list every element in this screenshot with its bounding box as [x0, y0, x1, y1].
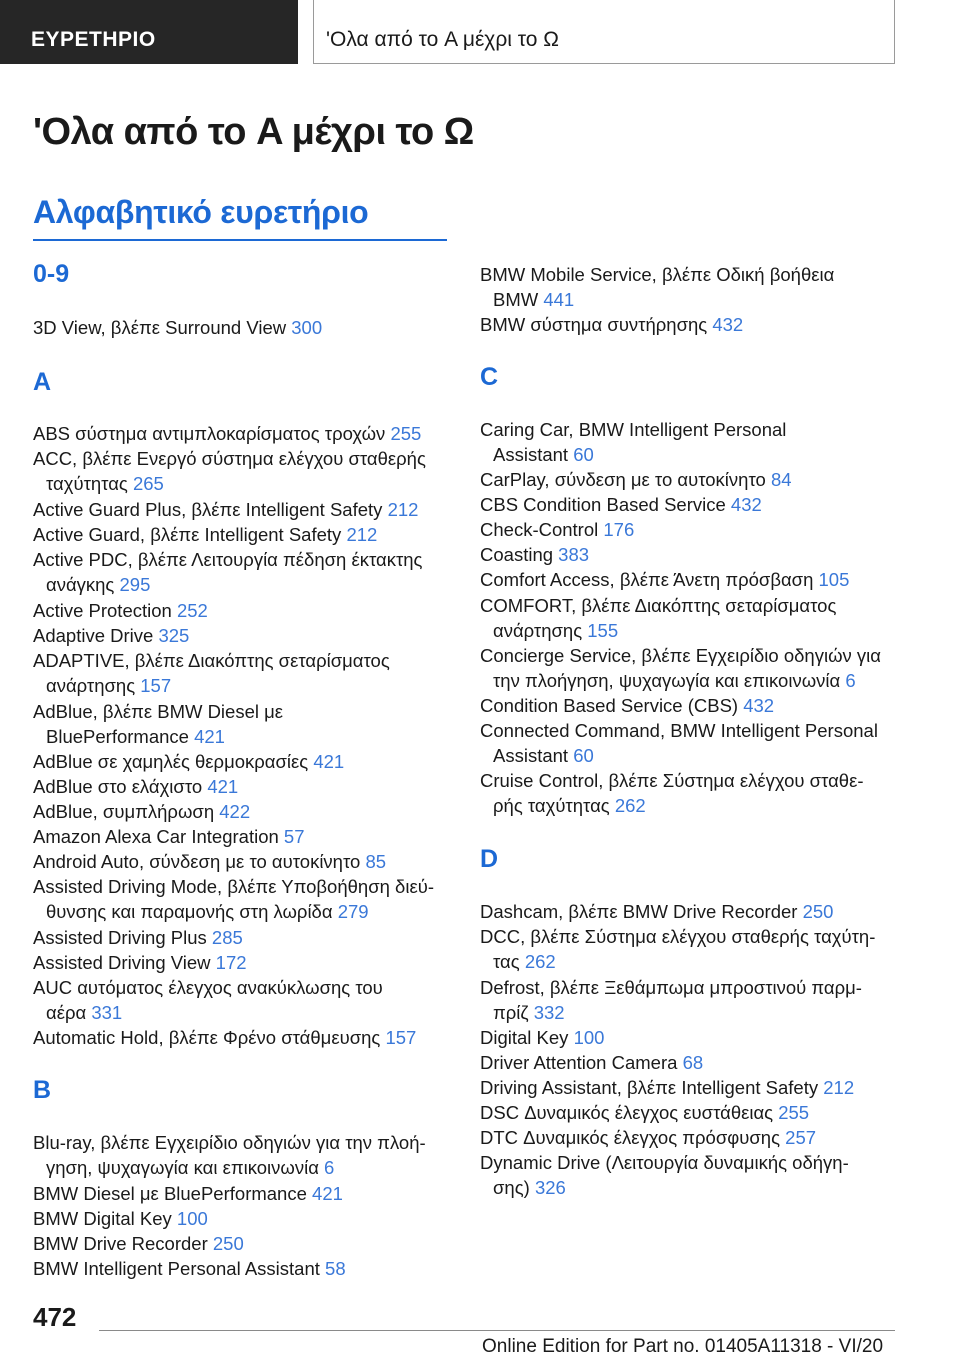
page-ref-link: 285	[211, 927, 243, 948]
index-entry[interactable]: Condition Based Service (CBS) 432	[480, 695, 775, 716]
index-entry[interactable]: CBS Condition Based Service 432	[480, 494, 762, 515]
index-entry[interactable]: BMW Digital Key 100	[33, 1208, 208, 1229]
current-section-tab[interactable]: 'Ολα από το A μέχρι το Ω	[313, 0, 895, 64]
index-entry[interactable]: Digital Key 100	[480, 1027, 605, 1048]
page-ref-link: 100	[573, 1027, 605, 1048]
page-ref-link: 432	[712, 314, 744, 335]
footer-divider	[99, 1330, 895, 1331]
page-ref-link: 6	[324, 1157, 335, 1179]
index-entry[interactable]: DTC Δυναμικός έλεγχος πρόσφυσης 257	[480, 1127, 817, 1148]
page-ref-link: 84	[770, 469, 792, 490]
index-entry[interactable]: DCC, βλέπε Σύστημα ελέγχου σταθερής ταχύτη- τας 262	[480, 926, 876, 973]
index-entry[interactable]: Cruise Control, βλέπε Σύστημα ελέγχου σταθε- ρής ταχύτητας 262	[480, 770, 864, 817]
index-entry[interactable]: ADAPTIVE, βλέπε Διακόπτης σεταρίσματος ανάρτησης 157	[33, 650, 390, 697]
page-ref-link: 265	[132, 473, 164, 495]
index-entry[interactable]: Comfort Access, βλέπε Άνετη πρόσβαση 105	[480, 569, 850, 590]
index-entry[interactable]: Driver Attention Camera 68	[480, 1052, 704, 1073]
page-ref-link: 157	[140, 675, 172, 697]
page-ref-link: 300	[291, 317, 323, 338]
page-ref-link: 250	[212, 1233, 244, 1254]
page-ref-link: 295	[119, 574, 151, 596]
page-ref-link: 432	[743, 695, 775, 716]
index-letter-a: A	[33, 368, 52, 396]
index-letter-b: B	[33, 1076, 52, 1104]
page-ref-link: 57	[283, 826, 305, 847]
index-entry[interactable]: ACC, βλέπε Ενεργό σύστημα ελέγχου σταθερής ταχύτητας 265	[33, 448, 426, 495]
index-entry[interactable]: AdBlue, βλέπε BMW Diesel με BluePerformance 421	[33, 701, 284, 748]
page-ref-link: 68	[682, 1052, 704, 1073]
page-ref-link: 105	[818, 569, 850, 590]
page-ref-link: 60	[573, 444, 594, 466]
index-entry[interactable]: Adaptive Drive 325	[33, 625, 190, 646]
index-entry[interactable]: BMW Drive Recorder 250	[33, 1233, 244, 1254]
index-entry[interactable]: BMW Diesel με BluePerformance 421	[33, 1183, 343, 1204]
index-entry[interactable]: Active Guard, βλέπε Intelligent Safety 212	[33, 524, 378, 545]
index-entry[interactable]: Amazon Alexa Car Integration 57	[33, 826, 305, 847]
page-ref-link: 432	[730, 494, 762, 515]
index-entry[interactable]: AdBlue στο ελάχιστο 421	[33, 776, 239, 797]
page-ref-link: 252	[176, 600, 208, 621]
index-entry[interactable]: COMFORT, βλέπε Διακόπτης σεταρίσματος ανάρτησης 155	[480, 595, 837, 642]
index-entry[interactable]: Caring Car, BMW Intelligent Personal Assistant 60	[480, 419, 787, 466]
index-entry[interactable]: Check-Control 176	[480, 519, 635, 540]
page-ref-link: 250	[802, 901, 834, 922]
page-ref-link: 255	[778, 1102, 810, 1123]
page-ref-link: 212	[387, 499, 419, 520]
page-ref-link: 85	[365, 851, 387, 872]
page-ref-link: 262	[524, 951, 556, 973]
page-ref-link: 60	[573, 745, 594, 767]
page-ref-link: 58	[325, 1258, 346, 1279]
page-ref-link: 157	[385, 1027, 417, 1048]
page-ref-link: 172	[215, 952, 247, 973]
index-entry[interactable]: Blu-ray, βλέπε Εγχειρίδιο οδηγιών για την πλοή- γηση, ψυχαγωγία και επικοινωνία 6	[33, 1132, 426, 1179]
index-entry[interactable]: Active PDC, βλέπε Λειτουργία πέδηση έκτακτης ανάγκης 295	[33, 549, 423, 596]
index-entry[interactable]: Active Guard Plus, βλέπε Intelligent Safety 212	[33, 499, 419, 520]
index-entry[interactable]: Active Protection 252	[33, 600, 208, 621]
page-ref-link: 421	[194, 726, 225, 748]
page-ref-link: 212	[823, 1077, 855, 1098]
index-letter-0-9: 0-9	[33, 260, 70, 288]
page-ref-link: 6	[845, 670, 856, 692]
index-entry[interactable]: Dynamic Drive (Λειτουργία δυναμικής οδήγη- σης) 326	[480, 1152, 849, 1199]
edition-text: Online Edition for Part no. 01405A11318 - VI/20	[482, 1336, 884, 1357]
index-letter-d: D	[480, 845, 499, 873]
index-entry[interactable]: Assisted Driving Plus 285	[33, 927, 243, 948]
page-ref-link: 441	[543, 289, 575, 311]
index-entry[interactable]: BMW σύστημα συντήρησης 432	[480, 314, 744, 335]
index-entry[interactable]: AdBlue σε χαμηλές θερμοκρασίες 421	[33, 751, 345, 772]
page-ref-link: 262	[614, 795, 646, 817]
index-entry[interactable]: BMW Intelligent Personal Assistant 58	[33, 1258, 346, 1279]
index-entry[interactable]: BMW Mobile Service, βλέπε Οδική βοήθεια BMW 441	[480, 264, 835, 311]
page-number: 472	[33, 1302, 77, 1332]
index-entry[interactable]: Coasting 383	[480, 544, 590, 565]
page-ref-link: 326	[534, 1177, 566, 1199]
index-entry[interactable]: DSC Δυναμικός έλεγχος ευστάθειας 255	[480, 1102, 810, 1123]
page-header	[0, 0, 960, 64]
page-ref-link: 176	[603, 519, 635, 540]
index-tab[interactable]: ΕΥΡΕΤΗΡΙΟ	[0, 0, 298, 64]
section-title: Αλφαβητικό ευρετήριο	[33, 194, 369, 230]
page-ref-link: 155	[587, 620, 619, 642]
page-ref-link: 422	[219, 801, 251, 822]
page-ref-link: 212	[346, 524, 378, 545]
page-ref-link: 325	[158, 625, 190, 646]
section-divider	[33, 239, 447, 241]
index-entry[interactable]: Assisted Driving View 172	[33, 952, 247, 973]
index-entry[interactable]: Connected Command, BMW Intelligent Personal Assistant 60	[480, 720, 878, 767]
page-ref-link: 255	[390, 423, 422, 444]
index-letter-c: C	[480, 363, 499, 391]
index-entry[interactable]: Defrost, βλέπε Ξεθάμπωμα μπροστινού παρμ- πρίζ 332	[480, 977, 862, 1024]
index-entry[interactable]: ABS σύστημα αντιμπλοκαρίσματος τροχών 255	[33, 423, 422, 444]
page-ref-link: 279	[337, 901, 369, 923]
page-title: 'Ολα από το A μέχρι το Ω	[33, 111, 474, 153]
index-entry[interactable]: AUC αυτόματος έλεγχος ανακύκλωσης του αέρα 331	[33, 977, 383, 1024]
index-entry[interactable]: Android Auto, σύνδεση με το αυτοκίνητο 85	[33, 851, 387, 872]
page-ref-link: 421	[313, 751, 345, 772]
page-ref-link: 383	[558, 544, 590, 565]
index-entry[interactable]: Dashcam, βλέπε BMW Drive Recorder 250	[480, 901, 834, 922]
index-entry[interactable]: Concierge Service, βλέπε Εγχειρίδιο οδηγιών για την πλοήγηση, ψυχαγωγία και επικοινωνία 6	[480, 645, 881, 692]
index-entry[interactable]: Assisted Driving Mode, βλέπε Υποβοήθηση διεύ- θυνσης και παραμονής στη λωρίδα 279	[33, 876, 434, 923]
page-ref-link: 257	[785, 1127, 817, 1148]
index-entry[interactable]: 3D View, βλέπε Surround View 300	[33, 317, 323, 338]
page-ref-link: 332	[533, 1002, 565, 1024]
index-entry[interactable]: CarPlay, σύνδεση με το αυτοκίνητο 84	[480, 469, 792, 490]
index-entry[interactable]: Driving Assistant, βλέπε Intelligent Safety 212	[480, 1077, 855, 1098]
index-entry[interactable]: Automatic Hold, βλέπε Φρένο στάθμευσης 157	[33, 1027, 417, 1048]
page-ref-link: 100	[176, 1208, 208, 1229]
page-ref-link: 421	[207, 776, 239, 797]
page-ref-link: 331	[91, 1002, 123, 1024]
index-entry[interactable]: AdBlue, συμπλήρωση 422	[33, 801, 251, 822]
page-ref-link: 421	[312, 1183, 343, 1204]
